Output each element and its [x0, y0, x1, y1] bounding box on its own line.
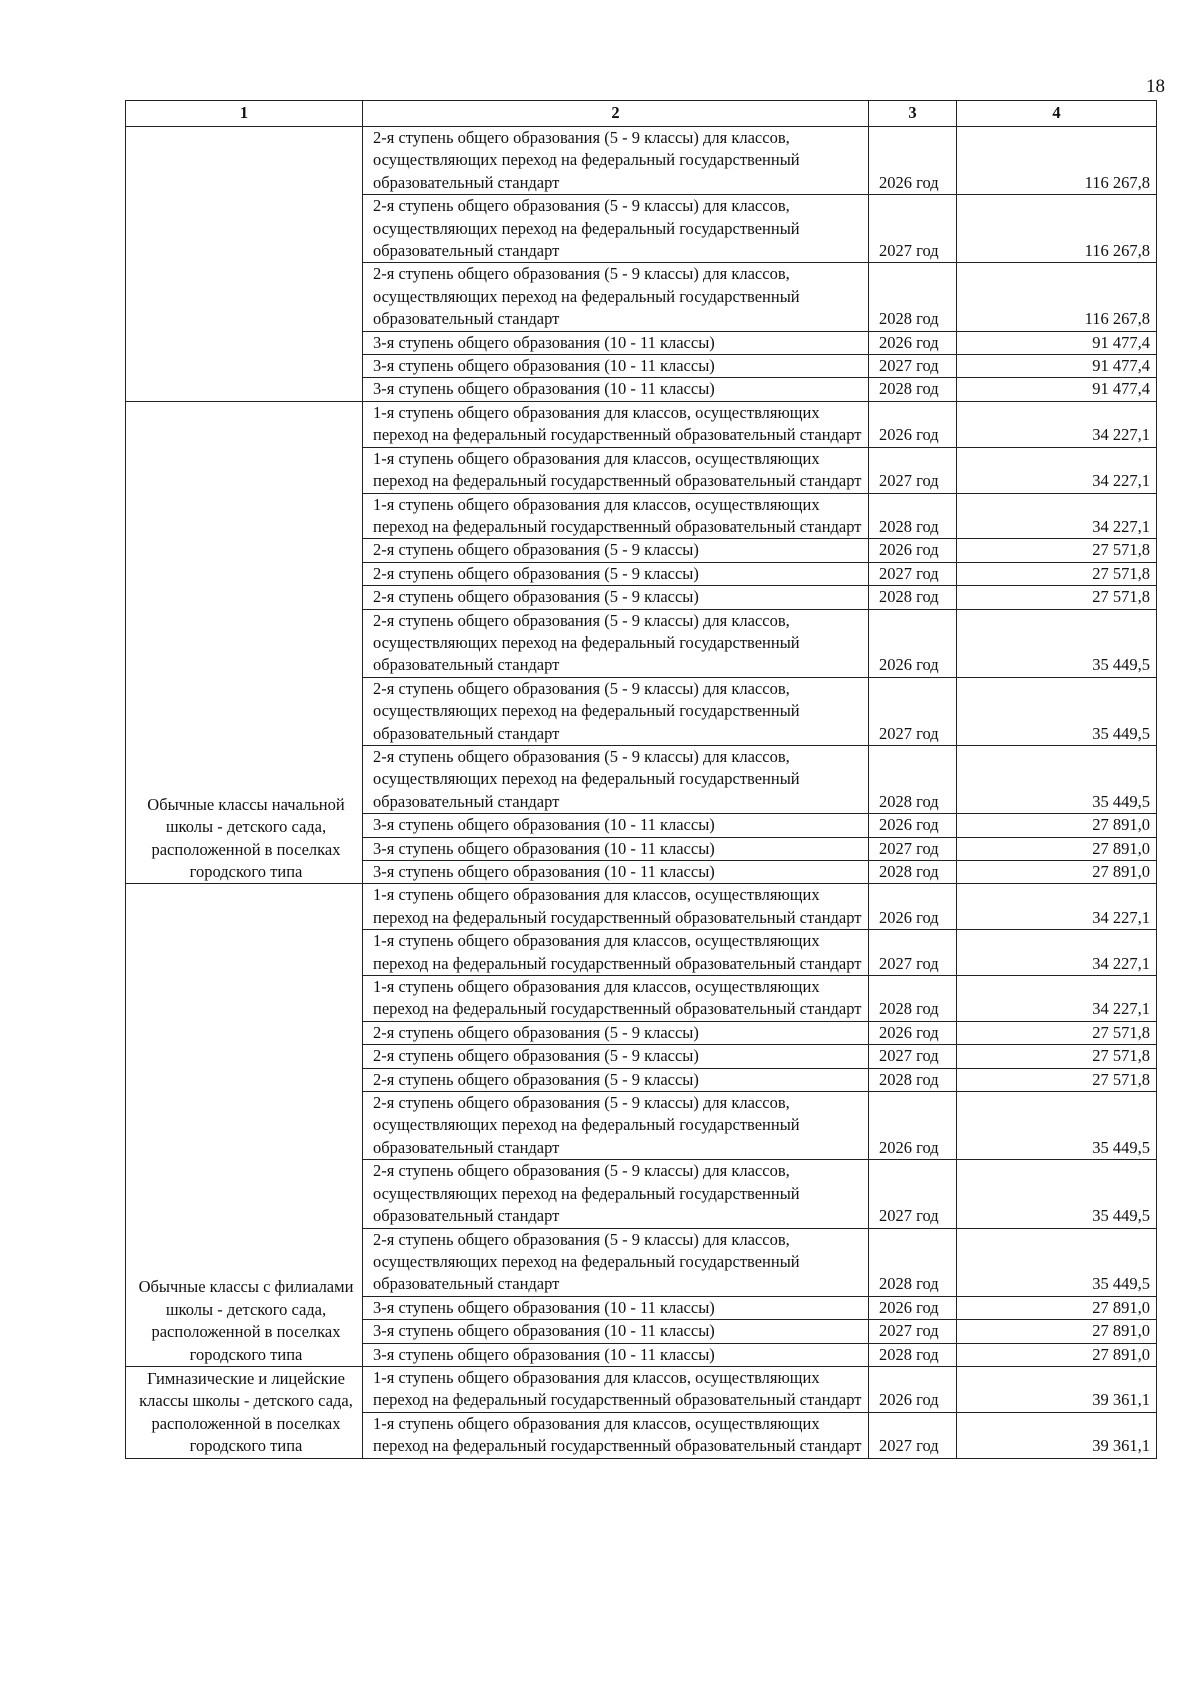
table-row: [126, 127, 1157, 195]
education-level-cell: 2-я ступень общего образования (5 - 9 классы) для классов, осуществляющих переход на федеральный государственный образовательный стандарт: [363, 1092, 869, 1160]
value-cell: 39 361,1: [957, 1412, 1157, 1458]
education-level-cell: 2-я ступень общего образования (5 - 9 классы) для классов, осуществляющих переход на федеральный государственный образовательный стандарт: [363, 195, 869, 263]
year-cell: 2026 год: [869, 539, 957, 562]
value-cell: 27 571,8: [957, 586, 1157, 609]
column-header-1: 1: [126, 101, 363, 127]
year-cell: 2027 год: [869, 1320, 957, 1343]
year-cell: 2026 год: [869, 1366, 957, 1412]
value-cell: 116 267,8: [957, 195, 1157, 263]
value-cell: 27 571,8: [957, 1021, 1157, 1044]
education-level-cell: 3-я ступень общего образования (10 - 11 классы): [363, 1343, 869, 1366]
year-cell: 2026 год: [869, 609, 957, 677]
education-level-cell: 2-я ступень общего образования (5 - 9 классы): [363, 1068, 869, 1091]
column-header-4: 4: [957, 101, 1157, 127]
year-cell: 2026 год: [869, 1296, 957, 1319]
value-cell: 116 267,8: [957, 127, 1157, 195]
value-cell: 35 449,5: [957, 609, 1157, 677]
education-level-cell: 3-я ступень общего образования (10 - 11 классы): [363, 355, 869, 378]
education-level-cell: 2-я ступень общего образования (5 - 9 классы) для классов, осуществляющих переход на федеральный государственный образовательный стандарт: [363, 745, 869, 813]
value-cell: 35 449,5: [957, 1160, 1157, 1228]
year-cell: 2028 год: [869, 263, 957, 331]
value-cell: 27 571,8: [957, 1068, 1157, 1091]
group-label-cell: [126, 127, 363, 402]
education-level-cell: 1-я ступень общего образования для классов, осуществляющих переход на федеральный государственный образовательный стандарт: [363, 1412, 869, 1458]
value-cell: 27 891,0: [957, 814, 1157, 837]
value-cell: 34 227,1: [957, 884, 1157, 930]
value-cell: 91 477,4: [957, 378, 1157, 401]
year-cell: 2028 год: [869, 1228, 957, 1296]
table-row: [126, 1366, 1157, 1412]
value-cell: 34 227,1: [957, 976, 1157, 1022]
education-level-cell: 1-я ступень общего образования для классов, осуществляющих переход на федеральный государственный образовательный стандарт: [363, 976, 869, 1022]
column-header-3: 3: [869, 101, 957, 127]
column-header-2: 2: [363, 101, 869, 127]
value-cell: 35 449,5: [957, 745, 1157, 813]
value-cell: 116 267,8: [957, 263, 1157, 331]
education-level-cell: 3-я ступень общего образования (10 - 11 классы): [363, 331, 869, 354]
education-level-cell: 1-я ступень общего образования для классов, осуществляющих переход на федеральный государственный образовательный стандарт: [363, 930, 869, 976]
year-cell: 2026 год: [869, 814, 957, 837]
group-label-cell: Гимназические и лицейские классы школы - детского сада, расположенной в поселках городского типа: [126, 1366, 363, 1458]
education-level-cell: 2-я ступень общего образования (5 - 9 классы): [363, 1045, 869, 1068]
tariff-table: [125, 100, 1157, 1459]
year-cell: 2028 год: [869, 861, 957, 884]
education-level-cell: 2-я ступень общего образования (5 - 9 классы) для классов, осуществляющих переход на федеральный государственный образовательный стандарт: [363, 1228, 869, 1296]
table-body: [126, 127, 1157, 1459]
value-cell: 35 449,5: [957, 677, 1157, 745]
value-cell: 34 227,1: [957, 930, 1157, 976]
education-level-cell: 1-я ступень общего образования для классов, осуществляющих переход на федеральный государственный образовательный стандарт: [363, 401, 869, 447]
value-cell: 27 891,0: [957, 837, 1157, 860]
header-row: [126, 101, 1157, 127]
education-level-cell: 1-я ступень общего образования для классов, осуществляющих переход на федеральный государственный образовательный стандарт: [363, 884, 869, 930]
education-level-cell: 2-я ступень общего образования (5 - 9 классы) для классов, осуществляющих переход на федеральный государственный образовательный стандарт: [363, 609, 869, 677]
year-cell: 2027 год: [869, 930, 957, 976]
page-number: 18: [1146, 76, 1165, 97]
year-cell: 2026 год: [869, 331, 957, 354]
group-label-cell: Обычные классы начальной школы - детского сада, расположенной в поселках городского типа: [126, 401, 363, 884]
value-cell: 27 571,8: [957, 562, 1157, 585]
year-cell: 2027 год: [869, 195, 957, 263]
value-cell: 27 891,0: [957, 1296, 1157, 1319]
education-level-cell: 2-я ступень общего образования (5 - 9 классы) для классов, осуществляющих переход на федеральный государственный образовательный стандарт: [363, 1160, 869, 1228]
group-label-cell: Обычные классы с филиалами школы - детского сада, расположенной в поселках городского типа: [126, 884, 363, 1367]
value-cell: 39 361,1: [957, 1366, 1157, 1412]
year-cell: 2028 год: [869, 493, 957, 539]
education-level-cell: 2-я ступень общего образования (5 - 9 классы) для классов, осуществляющих переход на федеральный государственный образовательный стандарт: [363, 263, 869, 331]
value-cell: 34 227,1: [957, 447, 1157, 493]
education-level-cell: 3-я ступень общего образования (10 - 11 классы): [363, 814, 869, 837]
education-level-cell: 2-я ступень общего образования (5 - 9 классы): [363, 562, 869, 585]
table-row: [126, 884, 1157, 930]
education-level-cell: 2-я ступень общего образования (5 - 9 классы) для классов, осуществляющих переход на федеральный государственный образовательный стандарт: [363, 127, 869, 195]
education-level-cell: 2-я ступень общего образования (5 - 9 классы): [363, 1021, 869, 1044]
year-cell: 2028 год: [869, 745, 957, 813]
year-cell: 2028 год: [869, 1343, 957, 1366]
year-cell: 2027 год: [869, 1412, 957, 1458]
year-cell: 2028 год: [869, 976, 957, 1022]
year-cell: 2028 год: [869, 378, 957, 401]
year-cell: 2027 год: [869, 447, 957, 493]
education-level-cell: 3-я ступень общего образования (10 - 11 классы): [363, 861, 869, 884]
value-cell: 91 477,4: [957, 355, 1157, 378]
value-cell: 34 227,1: [957, 401, 1157, 447]
value-cell: 34 227,1: [957, 493, 1157, 539]
table-header: [126, 101, 1157, 127]
year-cell: 2027 год: [869, 1160, 957, 1228]
education-level-cell: 3-я ступень общего образования (10 - 11 классы): [363, 378, 869, 401]
education-level-cell: 2-я ступень общего образования (5 - 9 классы) для классов, осуществляющих переход на федеральный государственный образовательный стандарт: [363, 677, 869, 745]
year-cell: 2028 год: [869, 586, 957, 609]
education-level-cell: 2-я ступень общего образования (5 - 9 классы): [363, 586, 869, 609]
value-cell: 27 571,8: [957, 539, 1157, 562]
value-cell: 35 449,5: [957, 1092, 1157, 1160]
year-cell: 2028 год: [869, 1068, 957, 1091]
year-cell: 2026 год: [869, 401, 957, 447]
year-cell: 2027 год: [869, 837, 957, 860]
year-cell: 2027 год: [869, 1045, 957, 1068]
year-cell: 2026 год: [869, 884, 957, 930]
value-cell: 27 891,0: [957, 861, 1157, 884]
year-cell: 2027 год: [869, 562, 957, 585]
year-cell: 2026 год: [869, 1092, 957, 1160]
education-level-cell: 3-я ступень общего образования (10 - 11 классы): [363, 1320, 869, 1343]
education-level-cell: 3-я ступень общего образования (10 - 11 классы): [363, 1296, 869, 1319]
table-row: [126, 401, 1157, 447]
value-cell: 35 449,5: [957, 1228, 1157, 1296]
education-level-cell: 3-я ступень общего образования (10 - 11 классы): [363, 837, 869, 860]
year-cell: 2027 год: [869, 677, 957, 745]
value-cell: 27 891,0: [957, 1320, 1157, 1343]
value-cell: 27 891,0: [957, 1343, 1157, 1366]
education-level-cell: 1-я ступень общего образования для классов, осуществляющих переход на федеральный государственный образовательный стандарт: [363, 493, 869, 539]
education-level-cell: 2-я ступень общего образования (5 - 9 классы): [363, 539, 869, 562]
year-cell: 2026 год: [869, 1021, 957, 1044]
education-level-cell: 1-я ступень общего образования для классов, осуществляющих переход на федеральный государственный образовательный стандарт: [363, 447, 869, 493]
education-level-cell: 1-я ступень общего образования для классов, осуществляющих переход на федеральный государственный образовательный стандарт: [363, 1366, 869, 1412]
value-cell: 91 477,4: [957, 331, 1157, 354]
year-cell: 2026 год: [869, 127, 957, 195]
value-cell: 27 571,8: [957, 1045, 1157, 1068]
year-cell: 2027 год: [869, 355, 957, 378]
